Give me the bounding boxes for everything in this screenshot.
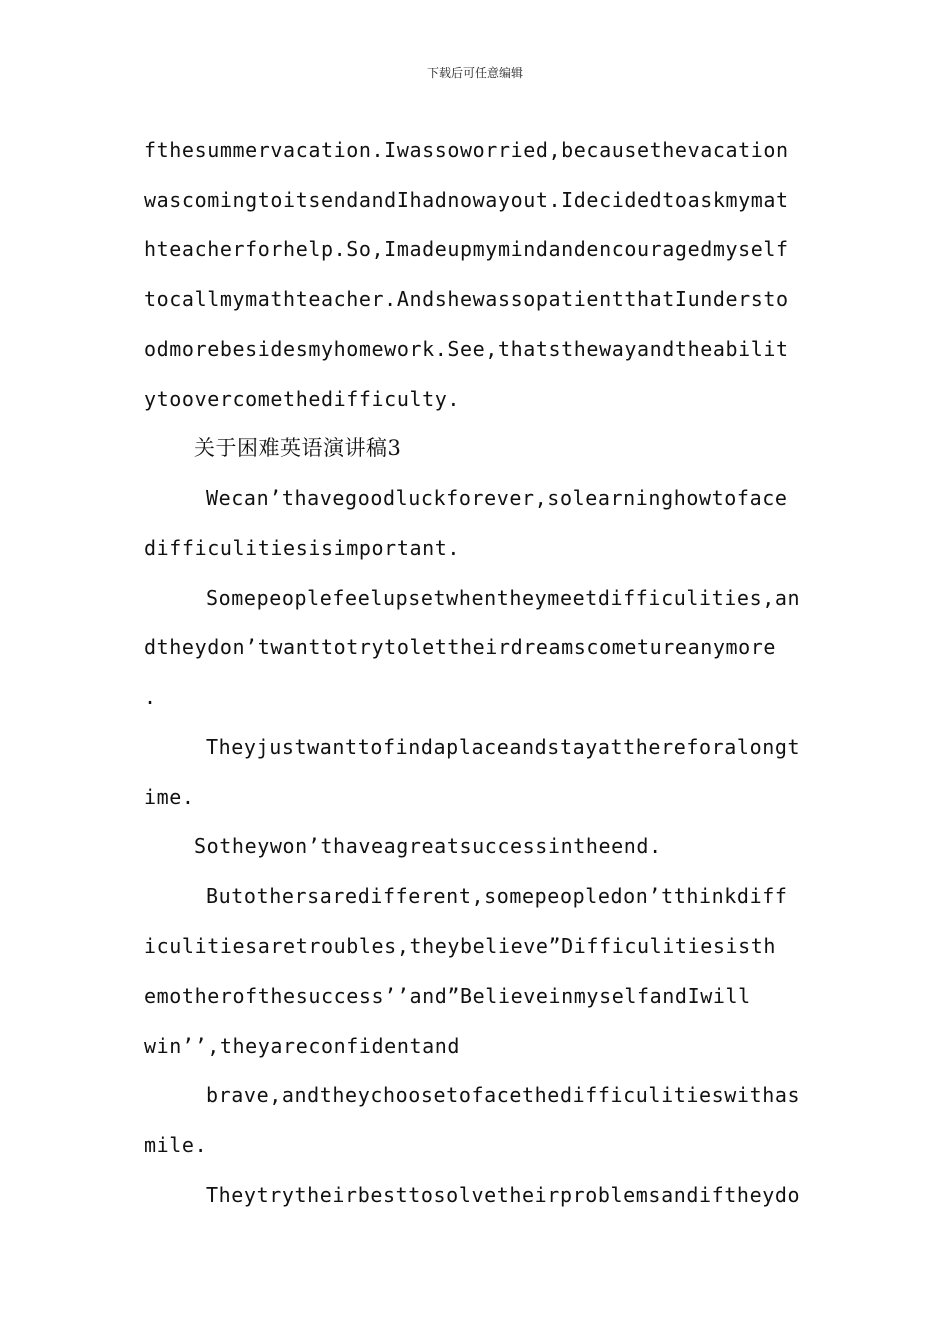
body-line: ime. xyxy=(144,785,195,809)
body-line: wascomingtoitsendandIhadnowayout.Idecidedtoaskmymat xyxy=(144,188,789,212)
body-line: tocallmymathteacher.AndshewassopatientthatIundersto xyxy=(144,287,789,311)
body-line: hteacherforhelp.So,Imadeupmymindandencouragedmyself xyxy=(144,237,789,261)
body-line: mile. xyxy=(144,1133,208,1157)
paragraph-first-line: Theytrytheirbesttosolvetheirproblemsandiftheydo xyxy=(206,1183,801,1207)
paragraph-first-line: Wecan’thavegoodluckforever,solearninghowtoface xyxy=(206,486,788,510)
paragraph-first-line: Theyjustwanttofindaplaceandstayatthereforalongt xyxy=(206,735,801,759)
paragraph-first-line: Butothersaredifferent,somepeopledon’tthinkdiff xyxy=(206,884,788,908)
body-line: . xyxy=(144,685,157,709)
section-heading: 关于困难英语演讲稿3 xyxy=(194,436,402,460)
body-line: dtheydon’twanttotrytolettheirdreamscometureanymore xyxy=(144,635,777,659)
body-line: fthesummervacation.Iwassoworried,becausethevacation xyxy=(144,138,789,162)
paragraph-first-line: Sotheywon’thaveagreatsuccessintheend. xyxy=(194,834,662,858)
body-line: difficulitiesisimportant. xyxy=(144,536,461,560)
body-line: emotherofthesuccess’’and”BelieveinmyselfandIwill xyxy=(144,984,751,1008)
body-line: iculitiesaretroubles,theybelieve”Difficulitiesisth xyxy=(144,934,777,958)
body-line: ytoovercomethedifficulty. xyxy=(144,387,461,411)
paragraph-first-line: Somepeoplefeelupsetwhentheymeetdifficulities,an xyxy=(206,586,801,610)
body-line: odmorebesidesmyhomework.See,thatsthewayandtheabilit xyxy=(144,337,789,361)
paragraph-first-line: brave,andtheychoosetofacethedifficulitieswithas xyxy=(206,1083,801,1107)
body-line: win’’,theyareconfidentand xyxy=(144,1034,461,1058)
page-header: 下载后可任意编辑 xyxy=(426,66,523,80)
